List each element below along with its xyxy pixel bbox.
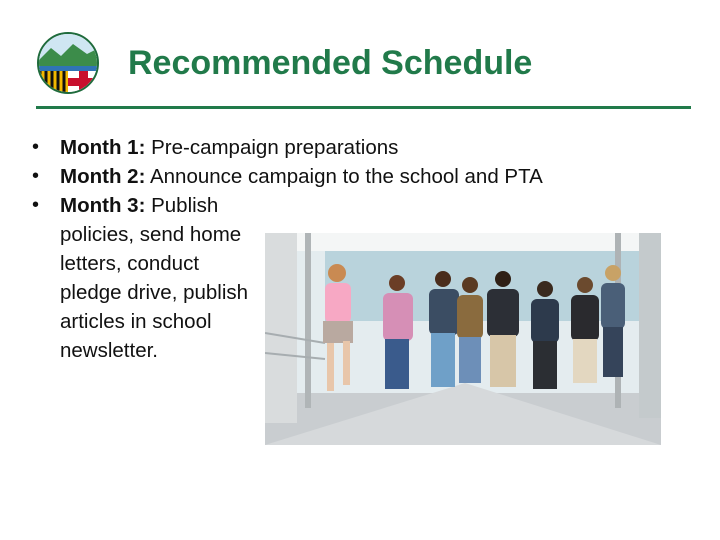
month-description: Announce campaign to the school and PTA [145, 165, 543, 188]
month-label: Month 3: [60, 194, 146, 217]
students-running-photo [265, 233, 661, 445]
slide-title: Recommended Schedule [128, 44, 533, 82]
list-item [32, 133, 500, 162]
month-description: Pre-campaign preparations [145, 136, 399, 159]
title-divider [36, 106, 691, 109]
list-item [32, 162, 560, 191]
month-description: Publish policies, send home letters, conduct pledge drive, publish articles in school newsletter. [60, 194, 249, 362]
month-label: Month 2: [60, 165, 146, 188]
month-label: Month 1: [60, 136, 146, 159]
list-item [32, 191, 260, 365]
maryland-logo-icon [37, 32, 99, 94]
